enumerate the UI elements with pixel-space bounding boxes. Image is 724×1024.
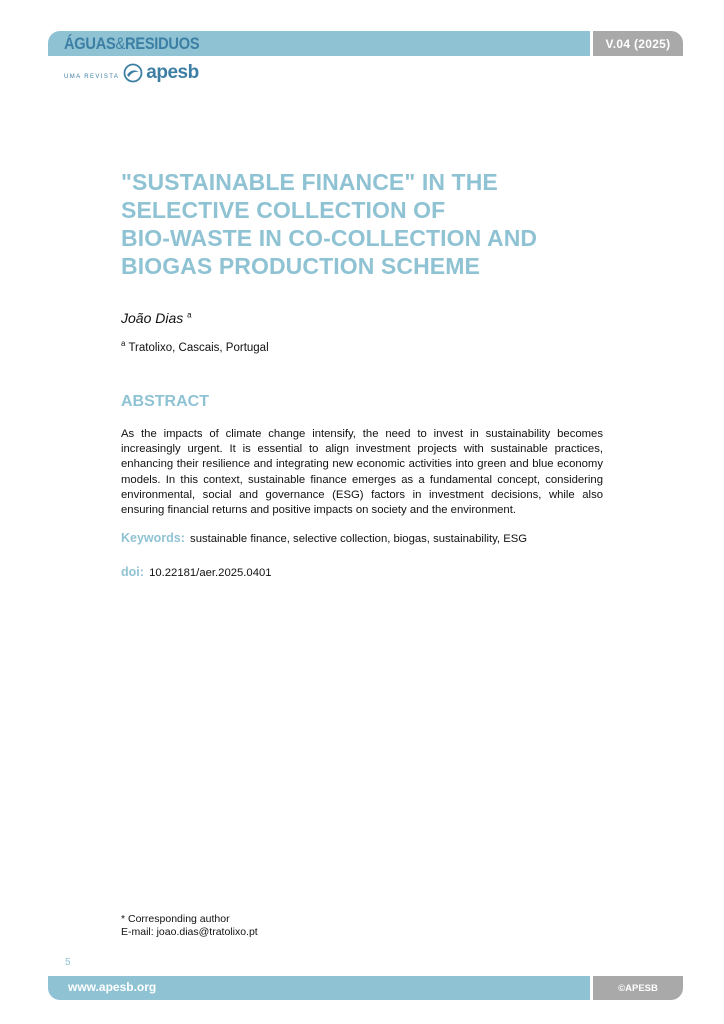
keywords-label: Keywords:	[121, 531, 185, 545]
author-mark: a	[187, 310, 192, 320]
footnote-email[interactable]: E-mail: joao.dias@tratolixo.pt	[121, 926, 258, 938]
doi	[121, 565, 272, 579]
footer-copyright: ©APESB	[593, 976, 683, 1000]
affiliation-mark: a	[121, 339, 126, 348]
page-number: 5	[65, 957, 71, 968]
title-line: BIOGAS PRODUCTION SCHEME	[121, 253, 480, 279]
journal-brand	[64, 34, 199, 54]
title-line: "SUSTAINABLE FINANCE" IN THE	[121, 169, 498, 195]
author	[121, 310, 192, 326]
publisher-brand	[64, 60, 199, 86]
sub-brand-name: apesb	[146, 62, 199, 83]
keywords-value: sustainable finance, selective collection, biogas, sustainability, ESG	[190, 533, 528, 545]
volume-badge: V.04 (2025)	[593, 31, 683, 56]
footer-url[interactable]: www.apesb.org	[68, 980, 157, 994]
title-line: SELECTIVE COLLECTION OF	[121, 197, 446, 223]
abstract-heading: ABSTRACT	[121, 393, 209, 410]
footnote-line: * Corresponding author	[121, 913, 230, 925]
brand-part1: ÁGUAS	[64, 34, 116, 53]
affiliation	[121, 339, 269, 354]
paper-title	[121, 168, 621, 280]
author-name: João Dias	[121, 310, 184, 326]
doi-value[interactable]: 10.22181/aer.2025.0401	[149, 567, 272, 579]
keywords	[121, 531, 527, 545]
title-line: BIO-WASTE IN CO-COLLECTION AND	[121, 225, 538, 251]
brand-amp: &	[115, 34, 126, 53]
brand-part2: RESIDUOS	[125, 34, 200, 53]
doi-label: doi:	[121, 565, 144, 579]
apesb-logo-icon	[123, 63, 143, 83]
affiliation-text: Tratolixo, Cascais, Portugal	[128, 341, 269, 354]
abstract-body: As the impacts of climate change intensify, the need to invest in sustainability becomes increasingly urgent. It is essential to align investment projects with sustainable practices, enhancing their resilience and integrating new economic activities into green and blue economy models. In this context, sustainable finance emerges as a fundamental concept, considering environmental, social and governance (ESG) factors in investment decisions, while also ensuring financial returns and positive impacts on society and the environment.	[121, 428, 603, 517]
corresponding-author-note	[121, 913, 258, 939]
sub-label: UMA REVISTA	[64, 74, 120, 80]
